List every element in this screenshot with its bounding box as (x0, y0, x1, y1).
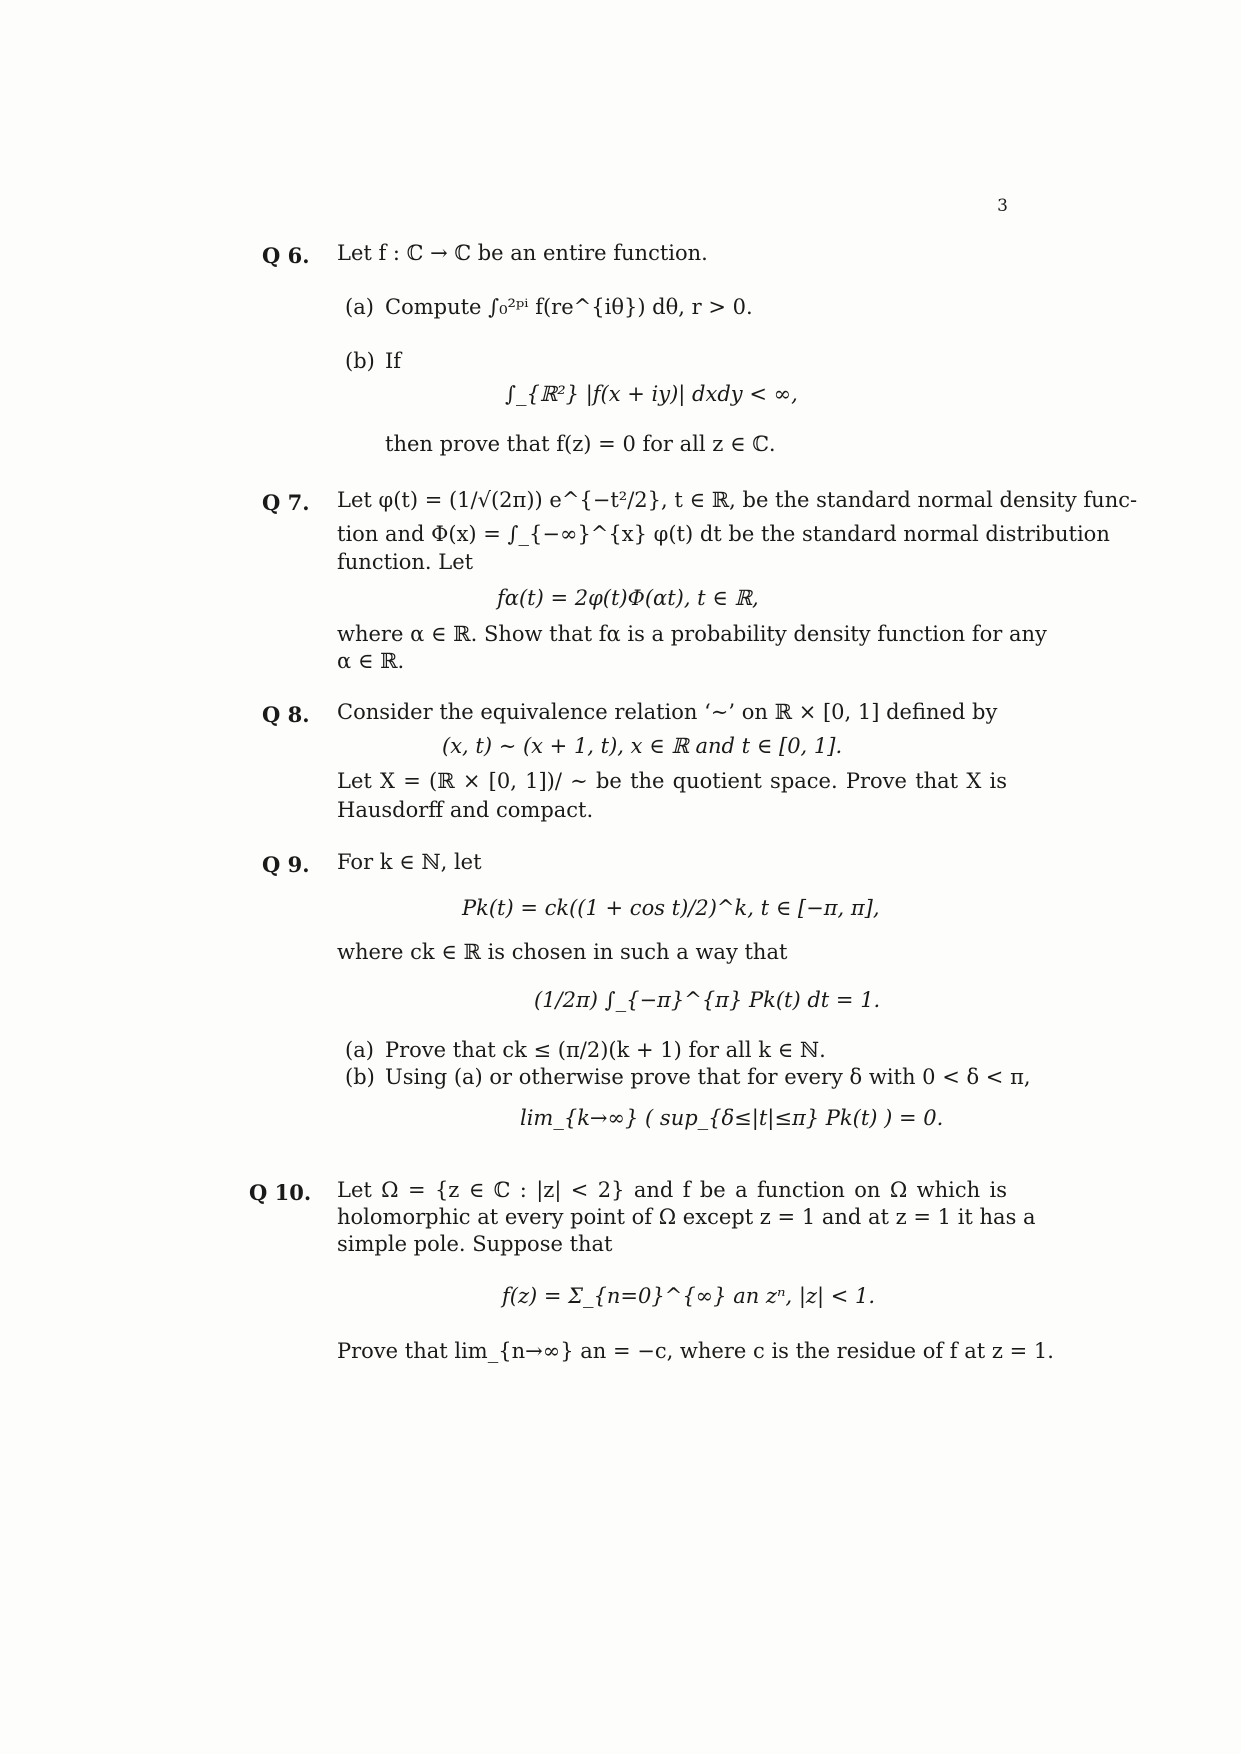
page-number: 3 (997, 196, 1008, 216)
q9-display-3: lim_{k→∞} ( sup_{δ≤|t|≤π} Pk(t) ) = 0. (520, 1106, 944, 1130)
q7-display: fα(t) = 2φ(t)Φ(αt), t ∈ ℝ, (497, 586, 759, 610)
q8-heading: Q 8. (262, 702, 310, 727)
q10-line-3: simple pole. Suppose that (337, 1232, 613, 1256)
q7-line-5: α ∈ ℝ. (337, 649, 405, 673)
q9-line-1: For k ∈ ℕ, let (337, 850, 482, 874)
q6-intro: Let f : ℂ → ℂ be an entire function. (337, 241, 708, 265)
q10-line-2: holomorphic at every point of Ω except z = 1 and at z = 1 it has a (337, 1205, 1036, 1229)
q8-line-2: Let X = (ℝ × [0, 1])/ ∼ be the quotient space. Prove that X is (337, 769, 1007, 793)
q6-part-a-text: Compute ∫₀²ᵖⁱ f(re^{iθ}) dθ, r > 0. (385, 295, 753, 319)
q9-part-a-text: Prove that ck ≤ (π/2)(k + 1) for all k ∈ ℕ. (385, 1038, 826, 1062)
q9-line-2: where ck ∈ ℝ is chosen in such a way that (337, 940, 788, 964)
q10-heading: Q 10. (249, 1180, 312, 1205)
q8-display: (x, t) ∼ (x + 1, t), x ∈ ℝ and t ∈ [0, 1]. (442, 734, 843, 758)
q9-heading: Q 9. (262, 852, 310, 877)
q6-part-b-label: (b) (345, 349, 375, 373)
q6-part-a-label: (a) (345, 295, 374, 319)
q9-display-2: (1/2π) ∫_{−π}^{π} Pk(t) dt = 1. (534, 988, 881, 1012)
q6-part-b-text: If (385, 349, 402, 373)
q7-heading: Q 7. (262, 490, 310, 515)
q9-part-b-label: (b) (345, 1065, 375, 1089)
q7-line-4: where α ∈ ℝ. Show that fα is a probability density function for any (337, 622, 1047, 646)
q9-part-b-text: Using (a) or otherwise prove that for every δ with 0 < δ < π, (385, 1065, 1031, 1089)
q8-line-3: Hausdorff and compact. (337, 798, 594, 822)
q8-line-1: Consider the equivalence relation ‘∼’ on ℝ × [0, 1] defined by (337, 700, 998, 724)
q6-heading: Q 6. (262, 243, 310, 268)
q10-line-1: Let Ω = {z ∈ ℂ : |z| < 2} and f be a function on Ω which is (337, 1178, 1007, 1202)
q7-line-2: tion and Φ(x) = ∫_{−∞}^{x} φ(t) dt be the standard normal distribution (337, 522, 1110, 546)
q6-conclusion: then prove that f(z) = 0 for all z ∈ ℂ. (385, 432, 776, 456)
q6-display-integral: ∫_{ℝ²} |f(x + iy)| dxdy < ∞, (505, 382, 798, 406)
q7-line-1: Let φ(t) = (1/√(2π)) e^{−t²/2}, t ∈ ℝ, be the standard normal density func- (337, 488, 1138, 512)
q10-line-4: Prove that lim_{n→∞} an = −c, where c is the residue of f at z = 1. (337, 1339, 1054, 1363)
q10-display: f(z) = Σ_{n=0}^{∞} an zⁿ, |z| < 1. (502, 1284, 876, 1308)
q9-part-a-label: (a) (345, 1038, 374, 1062)
q7-line-3: function. Let (337, 550, 474, 574)
q9-display-1: Pk(t) = ck((1 + cos t)/2)^k, t ∈ [−π, π], (462, 896, 880, 920)
